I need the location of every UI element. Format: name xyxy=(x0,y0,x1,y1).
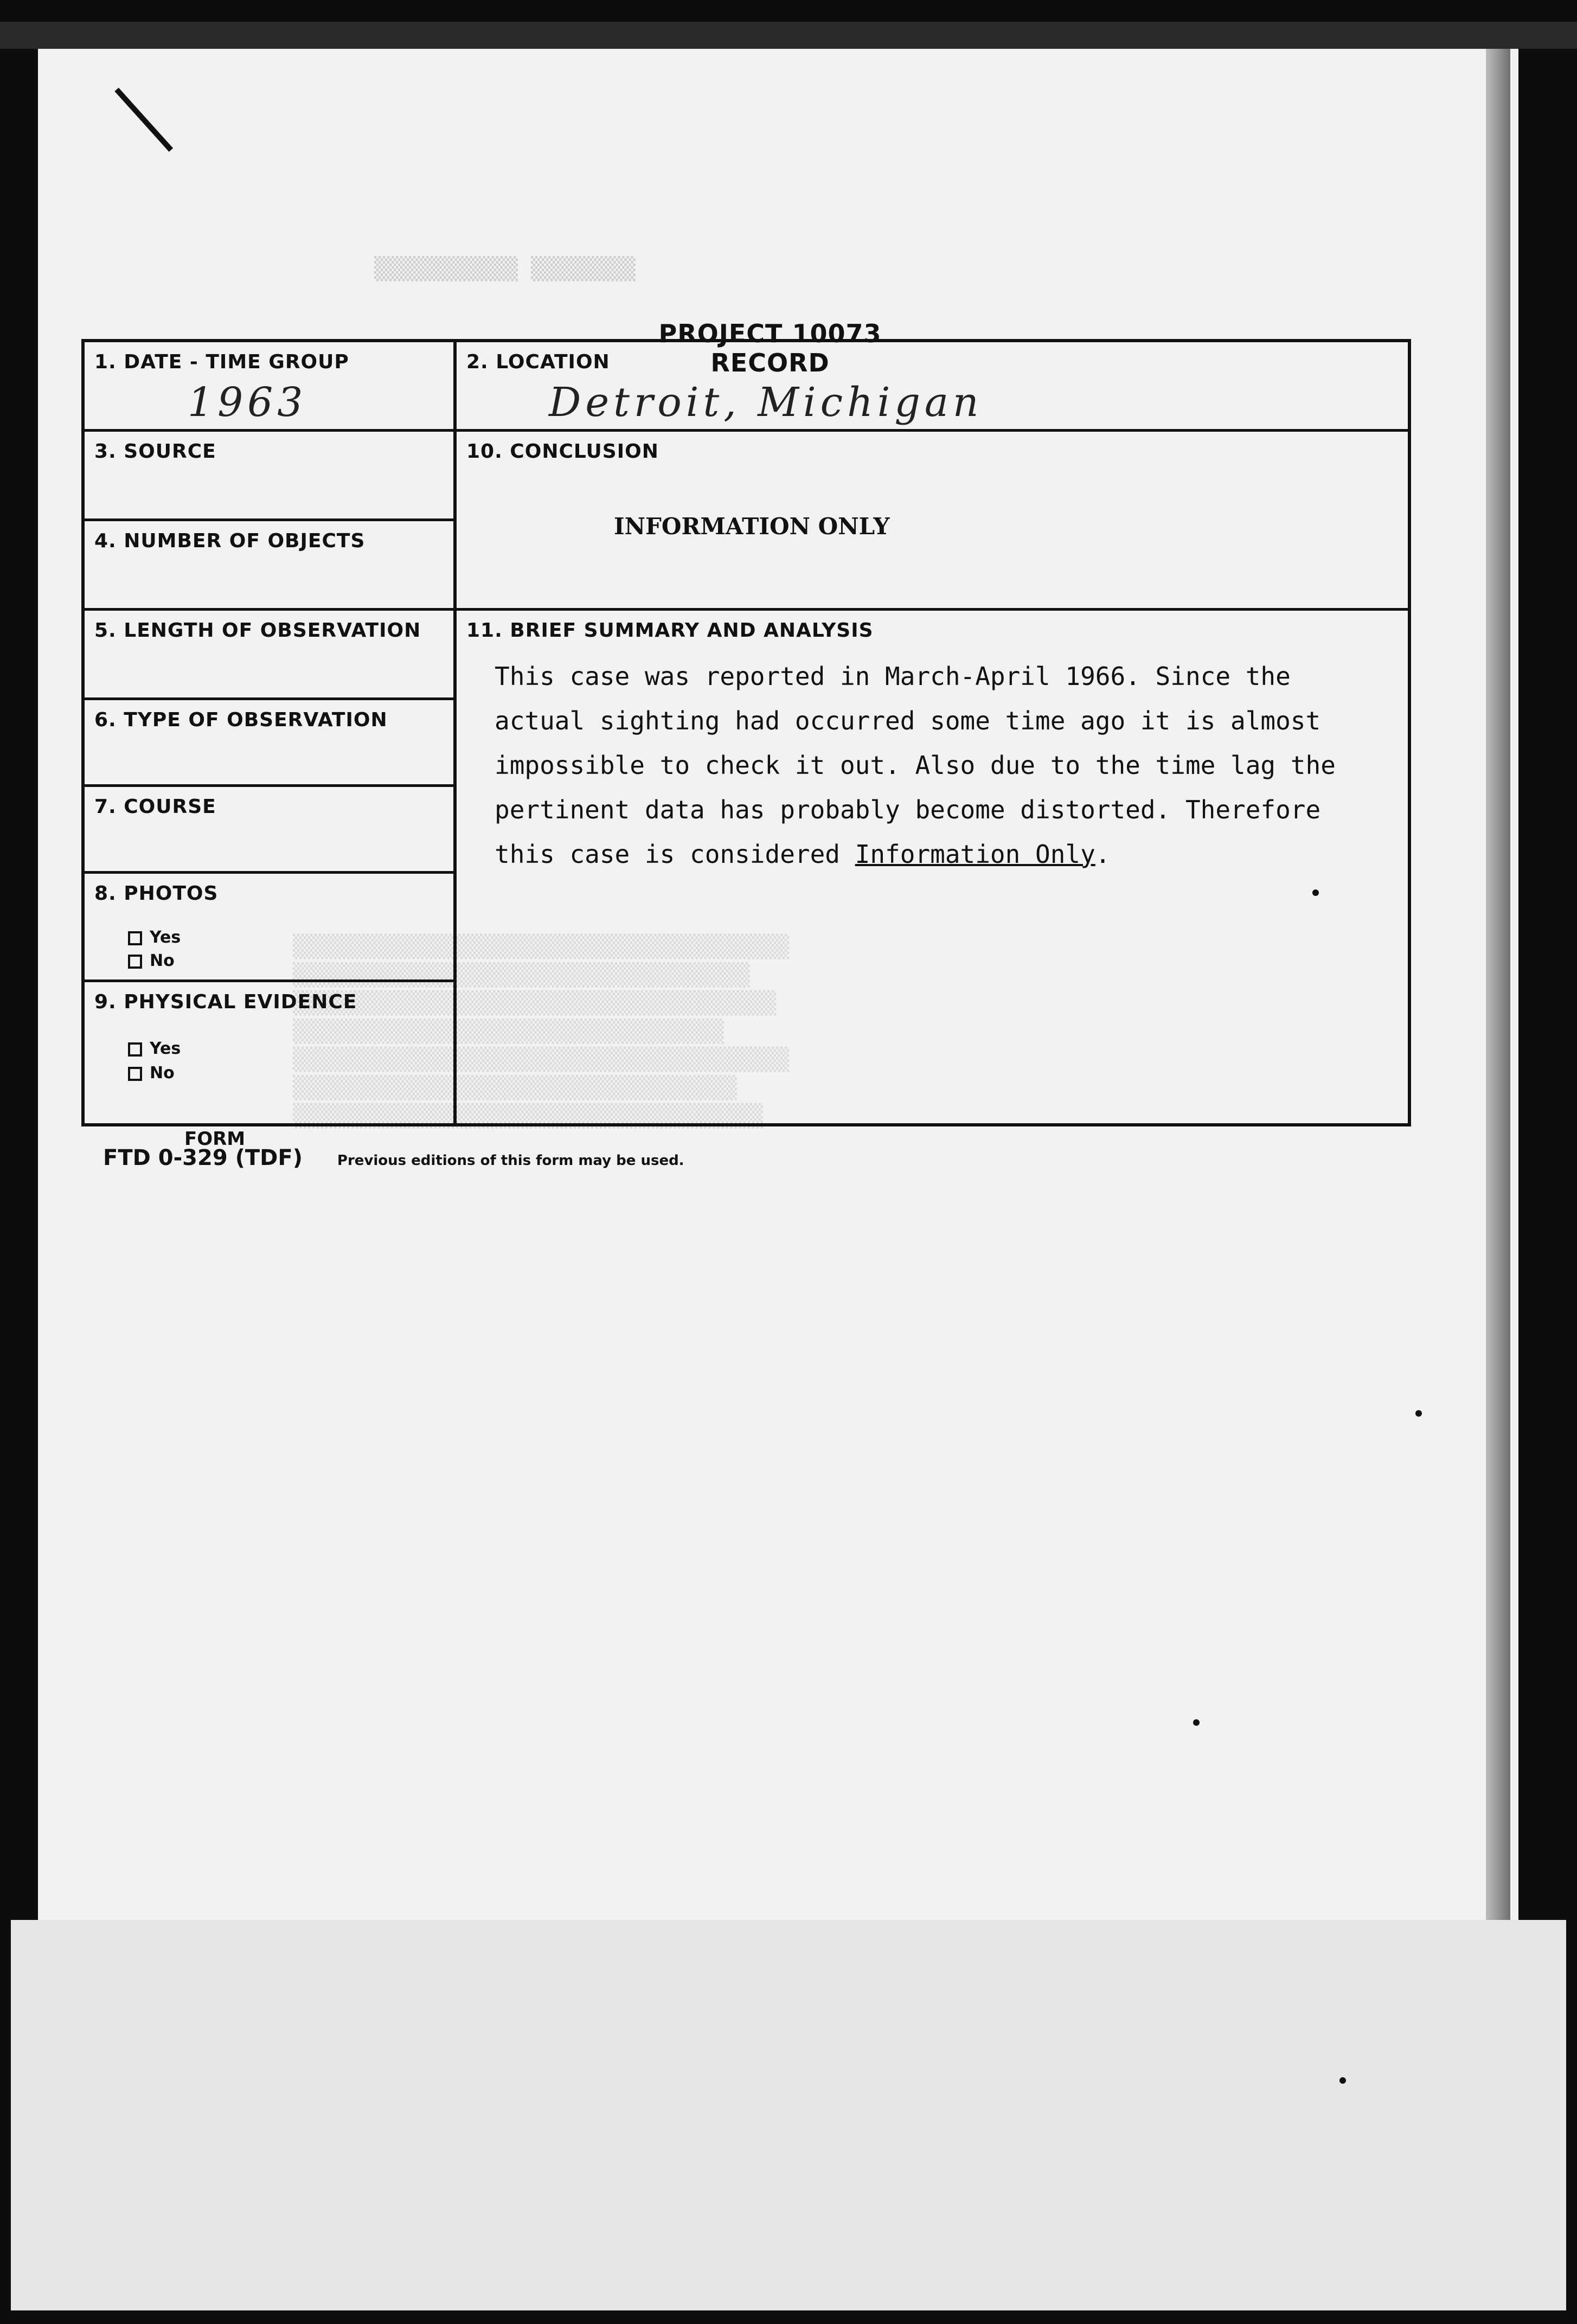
date-time-group-label: 1. DATE - TIME GROUP xyxy=(94,351,349,373)
field-conclusion xyxy=(457,432,1408,611)
course-label: 7. COURSE xyxy=(94,796,216,818)
form-left-column xyxy=(85,342,457,1123)
photos-option-yes[interactable] xyxy=(128,928,181,947)
summary-label: 11. BRIEF SUMMARY AND ANALYSIS xyxy=(466,619,874,642)
type-of-observation-label: 6. TYPE OF OBSERVATION xyxy=(94,709,388,731)
bleed-through-text: ▒▒▒▒▒▒▒▒▒▒▒▒▒▒▒▒▒▒▒▒▒▒▒▒▒▒▒▒▒▒▒▒▒▒▒▒▒▒ ▒▒▒▒▒▒▒▒▒▒▒▒▒▒▒▒▒▒▒▒▒▒▒▒▒▒▒▒▒▒▒▒▒▒▒ ▒▒▒▒▒▒▒▒▒▒▒▒▒▒▒▒▒▒▒▒▒▒▒▒▒▒▒▒▒▒▒▒▒▒▒▒▒ ▒▒▒▒▒▒▒▒▒▒▒▒▒▒▒▒▒▒▒▒▒▒▒▒▒▒▒▒▒▒▒▒▒ ▒▒▒▒▒▒▒▒▒▒▒▒▒▒▒▒▒▒▒▒▒▒▒▒▒▒▒▒▒▒▒▒▒▒▒▒▒▒ ▒▒▒▒▒▒▒▒▒▒▒▒▒▒▒▒▒▒▒▒▒▒▒▒▒▒▒▒▒▒▒▒▒▒ ▒▒▒▒▒▒▒▒▒▒▒▒▒▒▒▒▒▒▒▒▒▒▒▒▒▒▒▒▒▒▒▒▒▒▒▒ xyxy=(293,934,790,1129)
field-length-of-observation xyxy=(85,611,453,700)
footer-form-number: FTD 0-329 (TDF) xyxy=(103,1145,303,1170)
form-right-column xyxy=(457,342,1408,1123)
photos-no-label: No xyxy=(150,951,175,970)
field-summary xyxy=(457,611,1408,1117)
field-date-time-group xyxy=(85,342,453,432)
field-photos xyxy=(85,874,453,982)
number-of-objects-label: 4. NUMBER OF OBJECTS xyxy=(94,530,366,552)
scan-border-top xyxy=(0,22,1577,49)
physical-evidence-label: 9. PHYSICAL EVIDENCE xyxy=(94,991,357,1013)
scan-lower-band xyxy=(11,1920,1566,2310)
source-label: 3. SOURCE xyxy=(94,440,216,463)
scan-speck xyxy=(1312,889,1319,896)
photos-option-no[interactable] xyxy=(128,951,175,970)
physical-evidence-option-no[interactable] xyxy=(128,1064,175,1083)
summary-end: . xyxy=(1095,840,1111,869)
field-location xyxy=(457,342,1408,432)
field-source xyxy=(85,432,453,521)
record-form xyxy=(81,339,1411,1126)
scan-speck xyxy=(1339,2077,1346,2084)
length-of-observation-label: 5. LENGTH OF OBSERVATION xyxy=(94,619,421,642)
date-time-group-value: 1963 xyxy=(188,379,307,426)
location-label: 2. LOCATION xyxy=(466,351,610,373)
checkbox-icon xyxy=(128,1042,142,1057)
field-type-of-observation xyxy=(85,700,453,787)
photos-yes-label: Yes xyxy=(150,928,181,947)
scan-speck xyxy=(1415,1410,1422,1417)
physical-evidence-yes-label: Yes xyxy=(150,1039,181,1058)
photos-label: 8. PHOTOS xyxy=(94,882,219,905)
scan-speck xyxy=(1193,1719,1200,1726)
footer-note: Previous editions of this form may be used. xyxy=(337,1153,684,1169)
conclusion-label: 10. CONCLUSION xyxy=(466,440,659,463)
record-title: PROJECT 10073 RECORD xyxy=(658,319,882,377)
physical-evidence-option-yes[interactable] xyxy=(128,1039,181,1058)
checkbox-icon xyxy=(128,1067,142,1081)
field-physical-evidence xyxy=(85,982,453,1117)
checkbox-icon xyxy=(128,931,142,945)
physical-evidence-no-label: No xyxy=(150,1064,175,1083)
bleed-through-top: ▒▒▒▒▒▒▒▒▒▒▒ ▒▒▒▒▒▒▒▒ xyxy=(374,257,636,281)
footer-form-word: FORM xyxy=(184,1128,246,1150)
conclusion-value: INFORMATION ONLY xyxy=(614,513,890,540)
summary-body: This case was reported in March-April 1966. Since the actual sighting had occurred some time ago it is almost impossible to check it out. Also due to the time lag the pertinent data has probably become distorted. Therefore this case is considered xyxy=(495,662,1336,869)
summary-text xyxy=(495,654,1384,876)
summary-underlined: Information Only xyxy=(855,840,1095,869)
location-value: Detroit, Michigan xyxy=(549,379,983,426)
field-number-of-objects xyxy=(85,521,453,611)
scan-border-right xyxy=(1486,49,1510,1920)
footer-form-line xyxy=(103,1145,684,1170)
field-course xyxy=(85,787,453,874)
checkbox-icon xyxy=(128,955,142,969)
